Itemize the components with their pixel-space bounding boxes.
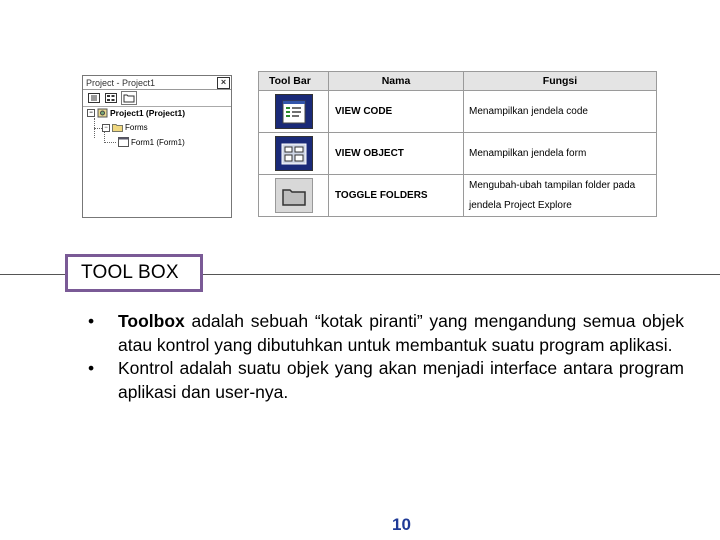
toolbar-function: Menampilkan jendela form (464, 133, 657, 175)
view-code-icon (88, 93, 100, 103)
bullet-list (88, 310, 684, 404)
header-fungsi: Fungsi (464, 72, 657, 91)
bullet-body: Kontrol adalah suatu objek yang akan menjadi interface antara program aplikasi dan user-nya. (118, 358, 684, 402)
toolbar-icon-cell (259, 175, 329, 217)
close-icon[interactable]: × (217, 77, 230, 89)
toolbar-name: TOGGLE FOLDERS (329, 175, 464, 217)
project-explorer-title: Project - Project1 (86, 77, 156, 88)
bullet-text (118, 357, 684, 404)
toolbar-name: VIEW CODE (329, 91, 464, 133)
project-explorer-toolbar (83, 90, 231, 107)
tree-label-form1: Form1 (Form1) (131, 137, 185, 147)
toolbar-icon-cell (259, 133, 329, 175)
toolbar-function: Mengubah-ubah tampilan folder pada jendela Project Explore (464, 175, 657, 217)
bullet-text (118, 310, 684, 357)
tree-label-project: Project1 (Project1) (110, 108, 186, 118)
table-row (259, 91, 657, 133)
project-explorer-titlebar (83, 76, 231, 90)
project-icon (97, 108, 108, 118)
view-object-icon (105, 93, 117, 103)
list-item (88, 357, 684, 404)
section-title: TOOL BOX (81, 262, 179, 283)
bullet-icon: • (88, 358, 95, 378)
collapse-icon[interactable]: − (87, 109, 95, 117)
view-object-icon (275, 136, 313, 171)
toggle-folders-button[interactable] (121, 91, 137, 105)
toolbar-table (258, 71, 657, 217)
header-nama: Nama (329, 72, 464, 91)
view-object-button[interactable] (104, 92, 118, 104)
tree-label-forms: Forms (125, 123, 148, 132)
page-number: 10 (392, 515, 411, 534)
tree-node-project[interactable] (87, 108, 185, 118)
table-header-row (259, 72, 657, 91)
folder-icon (123, 93, 135, 103)
toolbar-name: VIEW OBJECT (329, 133, 464, 175)
collapse-icon[interactable]: − (102, 124, 110, 132)
toolbar-icon-cell (259, 91, 329, 133)
view-code-icon (275, 94, 313, 129)
list-item (88, 310, 684, 357)
section-title-box (65, 254, 203, 292)
bullet-icon: • (88, 311, 95, 331)
tree-node-form1[interactable] (118, 137, 185, 147)
toolbar-function: Menampilkan jendela code (464, 91, 657, 133)
tree-node-forms[interactable] (102, 123, 148, 132)
project-explorer-window (82, 75, 232, 218)
header-toolbar: Tool Bar (259, 72, 329, 91)
bullet-body: adalah sebuah “kotak piranti” yang mengandung semua objek atau kontrol yang dibutuhkan untuk membantuk suatu program aplikasi. (118, 311, 684, 355)
table-row (259, 175, 657, 217)
view-code-button[interactable] (87, 92, 101, 104)
form-icon (118, 137, 129, 147)
folder-icon (112, 123, 123, 132)
table-row (259, 133, 657, 175)
bullet-lead: Toolbox (118, 311, 185, 331)
toggle-folders-icon (275, 178, 313, 213)
